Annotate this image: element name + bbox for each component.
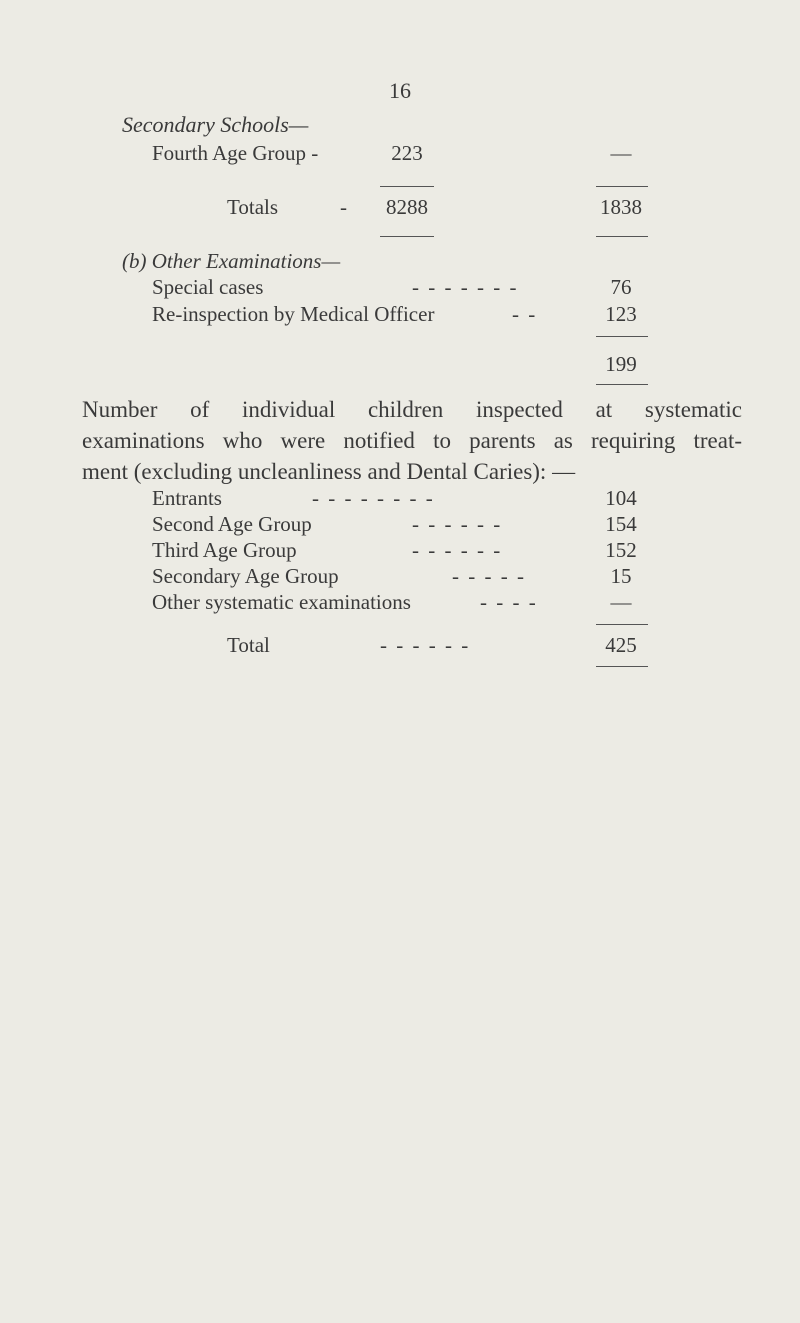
fourth-age-group-value: 223 [391, 141, 423, 165]
fourth-age-group-label: Fourth Age Group - [152, 141, 319, 165]
notified-paragraph [82, 394, 742, 487]
paragraph-line-3: ment (excluding uncleanliness and Dental Caries): — [82, 459, 576, 484]
rule-totals-col2-bottom [596, 236, 648, 237]
second-age-group-label: Second Age Group [152, 512, 312, 536]
other-heading-text: Other Examinations— [151, 249, 341, 273]
reinspection-label: Re-inspection by Medical Officer [152, 302, 435, 326]
second-age-group-dots: - - - - - - [412, 512, 503, 536]
rule-totals-col1-top [380, 186, 434, 187]
special-cases-label: Special cases [152, 275, 264, 299]
secondary-age-group-label: Secondary Age Group [152, 564, 339, 588]
other-prefix: (b) [122, 249, 147, 273]
rule-notified-total-top [596, 624, 648, 625]
entrants-label: Entrants [152, 486, 222, 510]
secondary-schools-heading: Secondary Schools— [122, 112, 309, 137]
other-total-value: 199 [605, 352, 637, 376]
totals-col2-value: 1838 [600, 195, 642, 219]
third-age-group-value: 152 [605, 538, 637, 562]
second-age-group-value: 154 [605, 512, 637, 536]
rule-other-total-top [596, 336, 648, 337]
rule-totals-col2-top [596, 186, 648, 187]
totals-dash: - [340, 195, 347, 219]
third-age-group-dots: - - - - - - [412, 538, 503, 562]
notified-total-value: 425 [605, 633, 637, 657]
paragraph-line-2: examinations who were notified to parents as requiring treat- [82, 428, 742, 453]
reinspection-dots: - - [512, 302, 538, 326]
third-age-group-label: Third Age Group [152, 538, 297, 562]
reinspection-value: 123 [605, 302, 637, 326]
secondary-age-group-value: 15 [610, 564, 632, 588]
secondary-age-group-dots: - - - - - [452, 564, 526, 588]
other-systematic-dots: - - - - [480, 590, 538, 614]
notified-total-label: Total [227, 633, 270, 657]
totals-label: Totals [227, 195, 279, 219]
paragraph-line-1: Number of individual children inspected at systematic [82, 397, 742, 422]
other-systematic-value: — [610, 590, 632, 614]
entrants-dots: - - - - - - - - [312, 486, 435, 510]
rule-notified-total-bottom [596, 666, 648, 667]
entrants-value: 104 [605, 486, 637, 510]
rule-other-total-bottom [596, 384, 648, 385]
rule-totals-col1-bottom [380, 236, 434, 237]
fourth-age-group-dash: — [610, 141, 632, 165]
totals-col1-value: 8288 [386, 195, 428, 219]
other-systematic-label: Other systematic examinations [152, 590, 411, 614]
special-cases-dots: - - - - - - - [412, 275, 519, 299]
other-examinations-heading [122, 249, 340, 274]
special-cases-value: 76 [610, 275, 632, 299]
page-number: 16 [389, 78, 411, 103]
notified-total-dots: - - - - - - [380, 633, 471, 657]
